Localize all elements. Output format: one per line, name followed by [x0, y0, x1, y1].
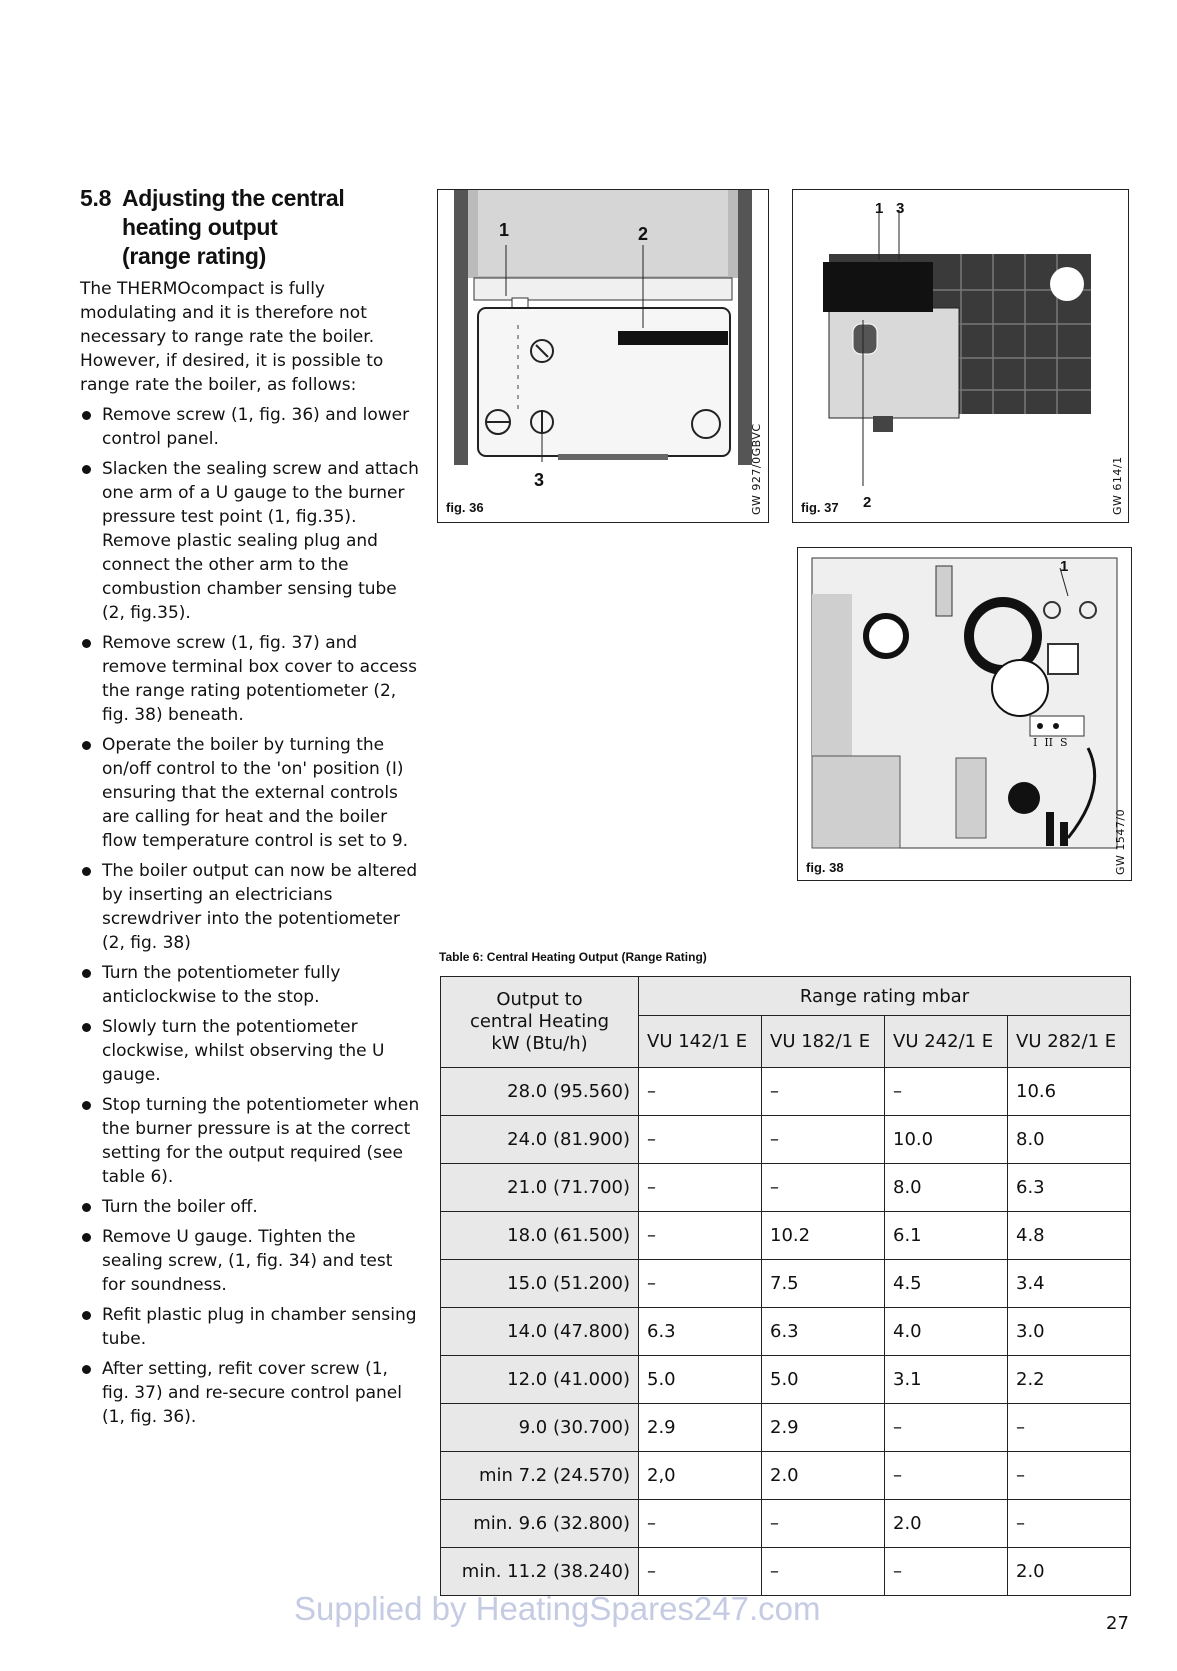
value-cell: – [762, 1164, 885, 1212]
table-row [441, 1500, 1131, 1548]
value-cell: 6.1 [885, 1212, 1008, 1260]
value-cell: – [762, 1068, 885, 1116]
step-item: Remove screw (1, fig. 36) and lower control panel. [80, 403, 420, 451]
fig36-callout-1: 1 [499, 220, 510, 240]
step-item: Operate the boiler by turning the on/off control to the 'on' position (I) ensuring that the external controls are calling for heat and the boiler flow temperature control is set to 9. [80, 733, 420, 853]
range-rating-header: Range rating mbar [639, 977, 1131, 1016]
value-cell: 6.3 [1008, 1164, 1131, 1212]
value-cell: 3.0 [1008, 1308, 1131, 1356]
value-cell: – [762, 1116, 885, 1164]
table-caption: Table 6: Central Heating Output (Range Rating) [439, 950, 707, 964]
fig36-callout-2: 2 [638, 224, 649, 244]
value-cell: 7.5 [762, 1260, 885, 1308]
value-cell: – [639, 1068, 762, 1116]
step-item: Slacken the sealing screw and attach one arm of a U gauge to the burner pressure test point (1, fig.35). Remove plastic sealing plug and connect the other arm to the combustion chamber sensing tube (2, fig.35). [80, 457, 420, 625]
value-cell: – [762, 1500, 885, 1548]
title-line-2: heating output [122, 214, 278, 240]
value-cell: 2.0 [762, 1452, 885, 1500]
step-item: After setting, refit cover screw (1, fig. 37) and re-secure control panel (1, fig. 36). [80, 1357, 420, 1429]
fig36-label: fig. 36 [446, 500, 484, 515]
step-item: Remove screw (1, fig. 37) and remove terminal box cover to access the range rating potentiometer (2, fig. 38) beneath. [80, 631, 420, 727]
value-cell: 2.0 [1008, 1548, 1131, 1596]
value-cell: – [639, 1548, 762, 1596]
section-5-8 [80, 184, 420, 1435]
value-cell: 10.6 [1008, 1068, 1131, 1116]
table-row [441, 1068, 1131, 1116]
section-number: 5.8 [80, 185, 112, 211]
value-cell: 3.4 [1008, 1260, 1131, 1308]
output-cell: 24.0 (81.900) [441, 1116, 639, 1164]
watermark: Supplied by HeatingSpares247.com [294, 1590, 821, 1627]
fig38-callout-1: 1 [1060, 558, 1069, 575]
fig37-code: GW 614/1 [1111, 456, 1124, 515]
step-item: The boiler output can now be altered by inserting an electricians screwdriver into the potentiometer (2, fig. 38) [80, 859, 420, 955]
model-header: VU 182/1 E [762, 1016, 885, 1068]
step-item: Turn the boiler off. [80, 1195, 420, 1219]
output-cell: 9.0 (30.700) [441, 1404, 639, 1452]
value-cell: – [639, 1212, 762, 1260]
fig36-callout-3: 3 [534, 470, 545, 490]
table-row [441, 1212, 1131, 1260]
model-header: VU 242/1 E [885, 1016, 1008, 1068]
value-cell: 4.0 [885, 1308, 1008, 1356]
table-row [441, 1452, 1131, 1500]
value-cell: 8.0 [1008, 1116, 1131, 1164]
value-cell: 2.9 [639, 1404, 762, 1452]
value-cell: – [639, 1260, 762, 1308]
title-line-3: (range rating) [122, 243, 267, 269]
value-cell: – [639, 1164, 762, 1212]
value-cell: 10.0 [885, 1116, 1008, 1164]
value-cell: – [639, 1116, 762, 1164]
output-cell: min. 11.2 (38.240) [441, 1548, 639, 1596]
output-cell: 15.0 (51.200) [441, 1260, 639, 1308]
output-cell: min 7.2 (24.570) [441, 1452, 639, 1500]
value-cell: – [885, 1068, 1008, 1116]
value-cell: 2.9 [762, 1404, 885, 1452]
table-row [441, 1260, 1131, 1308]
value-cell: 5.0 [762, 1356, 885, 1404]
fig37-label: fig. 37 [801, 500, 839, 515]
value-cell: 4.5 [885, 1260, 1008, 1308]
fig38-illustration [798, 548, 1131, 880]
value-cell: 2.2 [1008, 1356, 1131, 1404]
figure-38 [797, 547, 1132, 881]
output-header-line-1: Output to [496, 989, 583, 1010]
fig36-illustration [438, 190, 768, 522]
value-cell: 5.0 [639, 1356, 762, 1404]
step-item: Slowly turn the potentiometer clockwise, whilst observing the U gauge. [80, 1015, 420, 1087]
value-cell: – [639, 1500, 762, 1548]
fig37-callout-2: 2 [863, 494, 872, 511]
output-cell: 14.0 (47.800) [441, 1308, 639, 1356]
value-cell: 2.0 [885, 1500, 1008, 1548]
table-row [441, 1356, 1131, 1404]
output-cell: min. 9.6 (32.800) [441, 1500, 639, 1548]
table-row [441, 1164, 1131, 1212]
model-header: VU 142/1 E [639, 1016, 762, 1068]
figure-37 [792, 189, 1129, 523]
output-header-line-2: central Heating [469, 1011, 610, 1032]
fig37-illustration [793, 190, 1128, 522]
page-number: 27 [1106, 1613, 1129, 1634]
value-cell: 6.3 [762, 1308, 885, 1356]
value-cell: 4.8 [1008, 1212, 1131, 1260]
range-rating-table [440, 976, 1131, 1596]
fig38-switch-marks: I II S [1033, 736, 1068, 749]
fig36-code: GW 927/0GBVC [750, 423, 763, 515]
title-line-1: Adjusting the central [122, 185, 345, 211]
value-cell: – [1008, 1452, 1131, 1500]
section-title [80, 184, 420, 271]
fig38-label: fig. 38 [806, 860, 844, 875]
fig37-callout-1: 1 [875, 200, 884, 217]
output-header [441, 977, 639, 1068]
step-item: Stop turning the potentiometer when the burner pressure is at the correct setting for the output required (see table 6). [80, 1093, 420, 1189]
value-cell: 3.1 [885, 1356, 1008, 1404]
value-cell: – [885, 1404, 1008, 1452]
output-cell: 18.0 (61.500) [441, 1212, 639, 1260]
output-cell: 12.0 (41.000) [441, 1356, 639, 1404]
table-row [441, 1116, 1131, 1164]
fig38-code: GW 1547/0 [1114, 808, 1127, 875]
value-cell: 2,0 [639, 1452, 762, 1500]
table-row [441, 1308, 1131, 1356]
procedure-steps [80, 403, 420, 1429]
step-item: Refit plastic plug in chamber sensing tube. [80, 1303, 420, 1351]
output-header-line-3: kW (Btu/h) [491, 1033, 588, 1054]
fig37-callout-3: 3 [896, 200, 905, 217]
value-cell: 10.2 [762, 1212, 885, 1260]
model-header: VU 282/1 E [1008, 1016, 1131, 1068]
figure-36 [437, 189, 769, 523]
value-cell: 8.0 [885, 1164, 1008, 1212]
step-item: Remove U gauge. Tighten the sealing screw, (1, fig. 34) and test for soundness. [80, 1225, 420, 1297]
value-cell: – [885, 1548, 1008, 1596]
intro-paragraph: The THERMOcompact is fully modulating and it is therefore not necessary to range rate the boiler. However, if desired, it is possible to range rate the boiler, as follows: [80, 279, 384, 395]
value-cell: – [1008, 1500, 1131, 1548]
table-row [441, 1548, 1131, 1596]
value-cell: – [762, 1548, 885, 1596]
output-cell: 28.0 (95.560) [441, 1068, 639, 1116]
step-item: Turn the potentiometer fully anticlockwise to the stop. [80, 961, 420, 1009]
output-cell: 21.0 (71.700) [441, 1164, 639, 1212]
value-cell: – [1008, 1404, 1131, 1452]
value-cell: – [885, 1452, 1008, 1500]
value-cell: 6.3 [639, 1308, 762, 1356]
table-row [441, 1404, 1131, 1452]
